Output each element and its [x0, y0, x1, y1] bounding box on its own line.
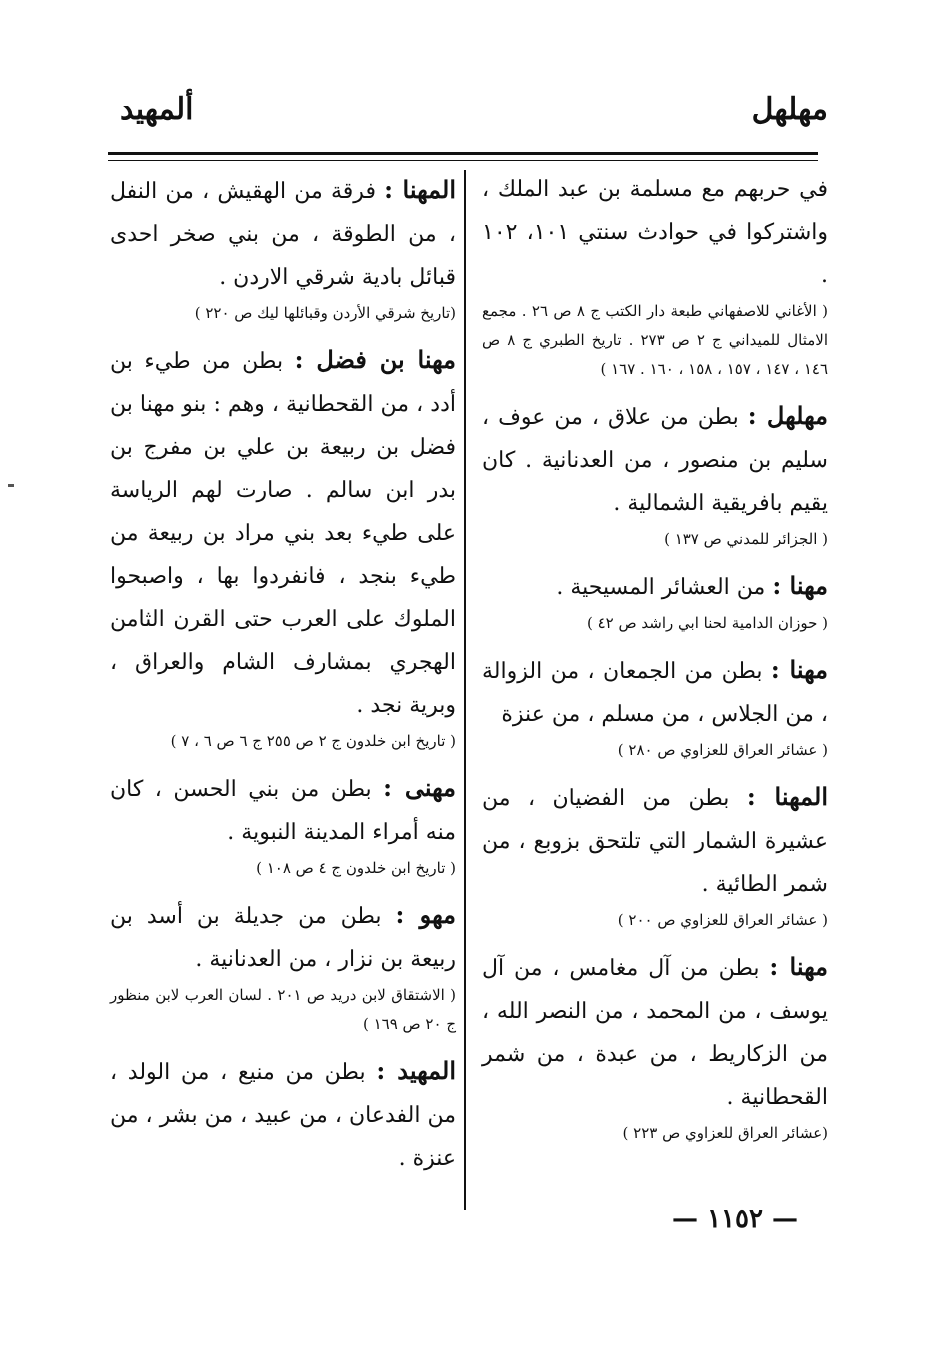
reference: ( تاريخ ابن خلدون ج ٢ ص ٢٥٥ ج ٦ ص ٦ ، ٧ ) — [170, 732, 456, 750]
entry-headword: المهنا : — [384, 175, 456, 204]
entry-text: بطن من آل مغامس ، من آل يوسف ، من المحمد ، من النصر الله ، من الزكاريط ، من عبدة ، من شمر القحطانية . — [482, 956, 828, 1110]
reference: (عشائر العراق للعزاوي ص ٢٢٣ ) — [622, 1124, 828, 1142]
entry — [110, 893, 456, 981]
entry-text: بطن من منيع ، من الولد ، من الفدعان ، من عبيد ، من بشر ، من عنزة . — [110, 1060, 456, 1171]
header-rule-thin — [108, 160, 818, 161]
entry-text: بطن من جديلة بن أسد بن ربيعة بن نزار ، من العدنانية . — [110, 904, 456, 972]
reference: ( الاشتقاق لابن دريد ص ٢٠١ . لسان العرب لابن منظور ج ٢٠ ص ١٦٩ ) — [110, 986, 457, 1033]
entry — [110, 1049, 456, 1180]
page-number: — ١١٥٢ — — [672, 1204, 798, 1234]
entry — [482, 775, 828, 906]
entry-text: بطن من الفضيان ، من عشيرة الشمار التي تلتحق بزوبع ، من شمر الطائية . — [482, 786, 828, 897]
reference: ( عشائر العراق للعزاوي ص ٢٠٠ ) — [617, 911, 828, 929]
entry-headword: مهنا : — [772, 571, 828, 600]
entry-headword: المهيد : — [376, 1056, 456, 1085]
reference: ( الأغاني للاصفهاني طبعة دار الكتب ج ٨ ص ٢٦ . مجمع الامثال للميداني ج ٢ ص ٢٧٣ . تاريخ الطبري ج ٨ ص ١٤٦ ، ١٤٧ ، ١٥٧ ، ١٥٨ ، ١٦٠ . ١٦٧ ) — [482, 302, 829, 378]
entry — [482, 564, 828, 609]
entry-headword: مهنا : — [770, 655, 829, 684]
entry-text: فرقة من الهقيش ، من النفل ، من الطوقة ، من بني صخر احدى قبائل بادية شرقي الاردن . — [110, 179, 456, 290]
entry-text: من العشائر المسيحية . — [556, 575, 766, 600]
reference: ( عشائر العراق للعزاوي ص ٢٨٠ ) — [617, 741, 828, 759]
entry-text: بطن من الجمعان ، من الزوالة ، من الجلاس ، من مسلم ، من عنزة — [482, 659, 828, 727]
running-header-left: ألمهيد — [120, 92, 194, 127]
entry-headword: مهنا : — [769, 952, 829, 981]
entry-headword: مهنى : — [383, 773, 456, 802]
reference: ( حوزان الدامية لحنا ابي راشد ص ٤٢ ) — [587, 614, 828, 632]
scan-speck — [8, 484, 14, 487]
entry — [110, 766, 456, 854]
entry-text: بطن من طيء بن أدد ، من القحطانية ، وهم : بنو مهنا بن فضل بن ربيعة بن علي بن مفرج بن بدر ابن سالم . صارت لهم الرياسة على طيء بعد بني مراد بن ربيعة من طيء بنجد ، فانفردوا بها ، واصبحوا الملوك على العرب حتى القرن الثامن الهجري بمشارف الشام والعراق ، وبرية نجد . — [110, 349, 456, 718]
entry — [482, 945, 828, 1119]
entry-headword: مهلهل : — [747, 401, 828, 430]
entry — [482, 394, 828, 525]
left-column — [110, 168, 456, 1180]
reference: (تاريخ شرقي الأردن وقبائلها ليك ص ٢٢٠ ) — [194, 304, 456, 322]
reference: ( الجزائر للمدني ص ١٣٧ ) — [664, 530, 828, 548]
entry — [110, 338, 456, 727]
entry-text: في حربهم مع مسلمة بن عبد الملك ، واشتركوا في حوادث سنتي ١٠١، ١٠٢ . — [482, 177, 829, 288]
column-divider — [464, 170, 466, 1210]
entry-headword: مهو : — [395, 900, 456, 929]
entry-text: بطن من علاق ، من عوف ، سليم بن منصور ، من العدنانية . كان يقيم بافريقية الشمالية . — [482, 405, 828, 516]
entry-headword: مهنا بن فضل : — [294, 345, 456, 374]
entry-text: بطن من بني الحسن ، كان منه أمراء المدينة النبوية . — [110, 777, 456, 845]
running-header-right: مهلهل — [751, 92, 828, 127]
header-rule-thick — [108, 152, 818, 155]
entry — [110, 168, 456, 299]
reference: ( تاريخ ابن خلدون ج ٤ ص ١٠٨ ) — [256, 859, 456, 877]
entry — [482, 648, 828, 736]
right-column — [482, 168, 828, 1158]
entry-headword: المهنا : — [746, 782, 829, 811]
